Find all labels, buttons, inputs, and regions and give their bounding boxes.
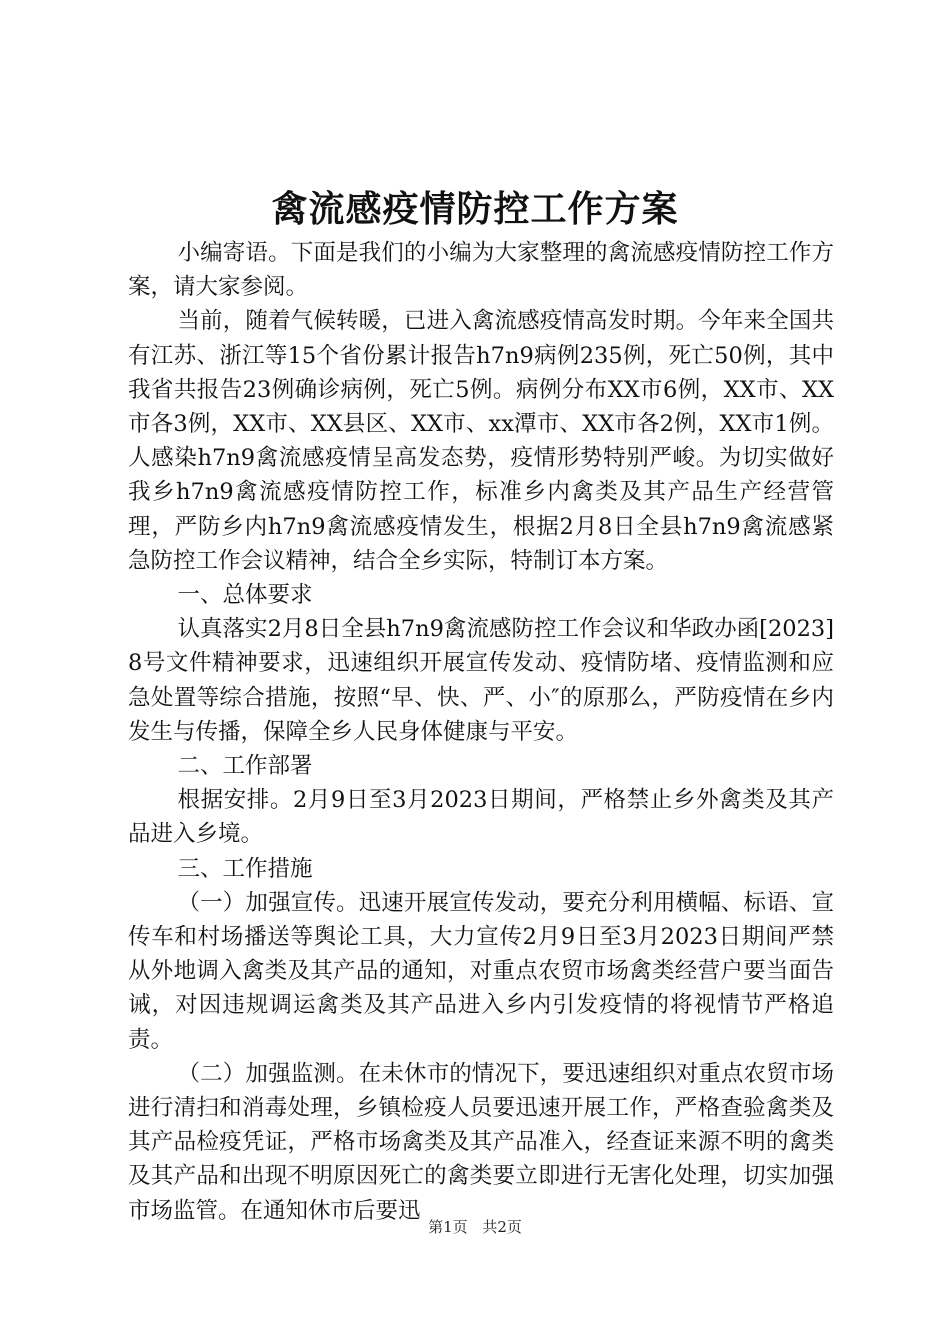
intro-paragraph: 小编寄语。下面是我们的小编为大家整理的禽流感疫情防控工作方案，请大家参阅。 [128,240,834,301]
section-heading-work-deployment: 二、工作部署 [177,753,313,780]
page-number: 第1页 [428,1218,468,1236]
general-requirements-paragraph: 认真落实2月8日全县h7n9禽流感防控工作会议和华政办函[2023]8号文件精神要求，迅速组织开展宣传发动、疫情防堵、疫情监测和应急处置等综合措施，按照“早、快、严、小″的原那么，严防疫情在乡内发生与传播，保障全乡人民身体健康与平安。 [128,616,834,745]
measure-publicity-paragraph: （一）加强宣传。迅速开展宣传发动，要充分利用横幅、标语、宣传车和村场播送等舆论工具，大力宣传2月9日至3月2023日期间严禁从外地调入禽类及其产品的通知，对重点农贸市场禽类经营户要当面告诫，对因违规调运禽类及其产品进入乡内引发疫情的将视情节严格追责。 [128,889,834,1053]
background-paragraph: 当前，随着气候转暖，已进入禽流感疫情高发时期。今年来全国共有江苏、浙江等15个省份累计报告h7n9病例235例，死亡50例，其中我省共报告23例确诊病例，死亡5例。病例分布XX市6例，XX市、XX市各3例，XX市、XX县区、XX市、xx潭市、XX市各2例，XX市1例。人感染h7n9禽流感疫情呈高发态势，疫情形势特别严峻。为切实做好我乡h7n9禽流感疫情防控工作，标准乡内禽类及其产品生产经营管理，严防乡内h7n9禽流感疫情发生，根据2月8日全县h7n9禽流感紧急防控工作会议精神，结合全乡实际，特制订本方案。 [128,308,834,574]
measure-monitoring-paragraph: （二）加强监测。在未休市的情况下，要迅速组织对重点农贸市场进行清扫和消毒处理，乡镇检疫人员要迅速开展工作，严格查验禽类及其产品检疫凭证，严格市场禽类及其产品准入，经查证来源不明的禽类及其产品和出现不明原因死亡的禽类要立即进行无害化处理，切实加强市场监管。在通知休市后要迅 [128,1060,834,1224]
section-heading-work-measures: 三、工作措施 [177,855,313,882]
work-deployment-paragraph: 根据安排。2月9日至3月2023日期间，严格禁止乡外禽类及其产品进入乡境。 [128,787,834,848]
document-title: 禽流感疫情防控工作方案 [271,188,679,230]
section-heading-general-requirements: 一、总体要求 [177,582,313,609]
page-footer [0,1216,950,1237]
document-body [128,236,834,1228]
total-pages: 共2页 [482,1218,522,1236]
